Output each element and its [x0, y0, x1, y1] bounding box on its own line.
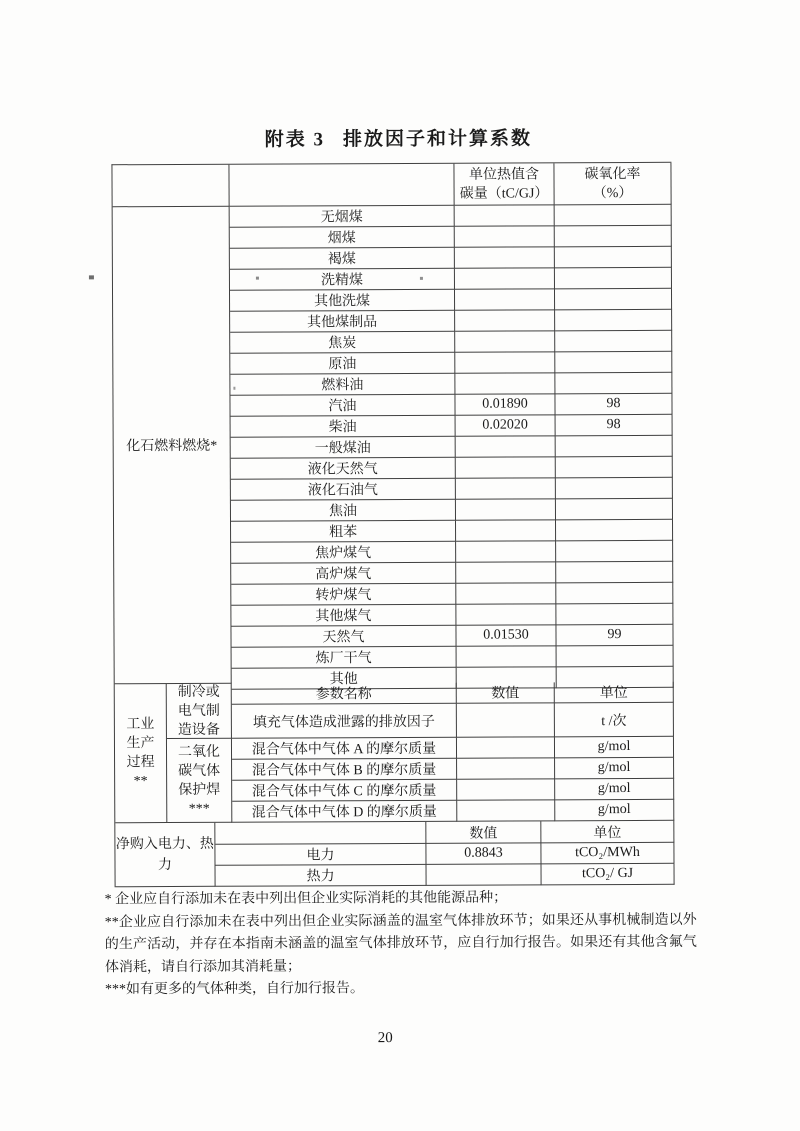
heat-content-value	[456, 583, 556, 604]
industrial-rows	[232, 682, 675, 823]
fuel-name: 焦炉煤气	[231, 542, 456, 564]
gas-molar-mass-row	[232, 737, 674, 760]
fuel-name: 汽油	[230, 395, 455, 417]
table-header-row	[112, 163, 671, 207]
fuel-name: 其他煤气	[231, 605, 456, 627]
fuel-row	[230, 352, 672, 375]
oxidation-rate-value	[556, 478, 673, 500]
heat-content-value	[456, 541, 556, 562]
refrigeration-equipment-label	[167, 684, 232, 739]
heat-content-value	[456, 604, 556, 625]
net-purchase-label-text: 净购入电力、热力	[115, 836, 214, 873]
gas-molar-mass-row	[232, 758, 674, 781]
fuel-row	[232, 646, 674, 669]
net-purchase-header-row	[215, 821, 674, 845]
fuel-name: 焦油	[231, 500, 456, 522]
scan-speck	[420, 277, 423, 280]
fuel-row	[230, 247, 672, 270]
footnote-gas-types: ***如有更多的气体种类，自行加行报告。	[105, 981, 365, 998]
industrial-process-label-text: 工业生产过程**	[126, 717, 155, 790]
oxidation-rate-value	[556, 457, 673, 479]
footnote-energy-types: * 企业应自行添加未在表中列出但企业实际消耗的其他能源品种；	[104, 890, 508, 908]
fuel-name: 炼厂干气	[232, 647, 457, 669]
oxidation-rate-value	[556, 604, 673, 626]
oxidation-rate-value	[556, 436, 673, 458]
oxidation-rate-value: 98	[555, 394, 672, 416]
industrial-sub-labels	[167, 684, 233, 823]
fossil-fuel-combustion-label: 化石燃料燃烧*	[113, 207, 232, 685]
heat-content-value	[456, 436, 556, 457]
parameter-unit: g/mol	[555, 800, 674, 822]
fuel-row	[231, 520, 673, 543]
page-number: 20	[377, 1030, 393, 1047]
heat-header-line2: 碳量（tC/GJ）	[459, 185, 549, 202]
value-header: 数值	[457, 682, 555, 703]
parameter-value	[457, 779, 555, 800]
fuel-name: 柴油	[231, 416, 456, 438]
emission-factors-table	[111, 162, 674, 887]
heat-content-value	[455, 226, 555, 247]
parameter-value	[457, 737, 555, 758]
fuel-row	[231, 583, 673, 606]
industrial-process-section	[115, 682, 675, 823]
parameter-unit: g/mol	[555, 737, 674, 759]
fuel-name: 其他煤制品	[230, 311, 455, 333]
heat-content-value	[455, 310, 555, 331]
parameter-name: 混合气体中气体 A 的摩尔质量	[232, 738, 457, 760]
empty-name-cell	[215, 822, 426, 845]
fuel-row	[230, 226, 672, 249]
leak-emission-factor-row	[232, 703, 674, 739]
oxidation-rate-value	[555, 226, 672, 248]
fuel-name: 粗苯	[231, 521, 456, 543]
title-prefix: 附表 3	[264, 129, 326, 151]
footnotes	[105, 887, 697, 1002]
parameter-name: 混合气体中气体 B 的摩尔质量	[232, 759, 457, 781]
parameter-unit: g/mol	[555, 758, 674, 780]
oxidation-rate-value	[557, 646, 674, 668]
fuel-row	[231, 562, 673, 585]
parameter-value	[457, 800, 555, 821]
oxidation-header-line1: 碳氧化率	[584, 166, 641, 182]
unit-header: 单位	[555, 682, 674, 704]
oxidation-rate-value	[556, 520, 673, 542]
heat-content-value	[456, 457, 556, 478]
fuel-name: 焦炭	[230, 332, 455, 354]
heat-content-value	[455, 373, 555, 394]
gas-molar-mass-rows	[232, 737, 674, 823]
heat-content-value: 0.01890	[455, 394, 555, 415]
footnote-emission-links: **企业应自行添加未在表中列出但企业实际涵盖的温室气体排放环节；如果还从事机械制造以外的生产活动，并存在本指南未涵盖的温室气体排放环节，应自行加行报告。如果还有其他含氟气体消耗，请自行添加其消耗量；	[104, 912, 697, 975]
oxidation-rate-value	[556, 583, 673, 605]
parameter-name-header: 参数名称	[232, 683, 457, 705]
fuel-row	[230, 289, 672, 312]
oxidation-rate-value: 98	[556, 415, 673, 437]
heat-content-value	[455, 331, 555, 352]
energy-name: 热力	[216, 865, 427, 887]
energy-unit: tCO₂/ GJ	[542, 864, 675, 886]
heat-content-value	[455, 205, 555, 226]
fuel-name: 燃料油	[230, 374, 455, 396]
heat-content-value: 0.02020	[456, 415, 556, 436]
energy-row	[215, 843, 674, 866]
fuel-row	[230, 310, 672, 333]
oxidation-rate-value	[556, 562, 673, 584]
heat-content-value	[456, 562, 556, 583]
fuel-row	[231, 541, 673, 564]
net-purchase-rows	[215, 821, 674, 887]
energy-rows	[215, 843, 674, 887]
heat-content-value	[455, 289, 555, 310]
gas-molar-mass-row	[232, 800, 674, 823]
heat-content-value	[455, 352, 555, 373]
oxidation-rate-value	[555, 268, 672, 290]
refrigeration-equipment-label-text: 制冷或电气制造设备	[177, 684, 220, 738]
fuel-row	[231, 415, 673, 438]
page-title	[0, 122, 798, 152]
fuel-name: 其他洗煤	[230, 290, 455, 312]
header-empty-name-cell	[229, 164, 454, 207]
parameter-unit: g/mol	[555, 779, 674, 801]
parameter-header-row	[232, 682, 674, 705]
fuel-rows	[230, 205, 674, 688]
oxidation-rate-value	[555, 289, 672, 311]
oxidation-rate-column-header	[554, 163, 671, 206]
fuel-row	[231, 604, 673, 627]
parameter-value	[457, 703, 555, 737]
fuel-row	[231, 436, 673, 459]
oxidation-rate-value	[555, 373, 672, 395]
value-header: 数值	[426, 821, 541, 844]
energy-value	[427, 864, 542, 886]
fuel-row	[231, 478, 673, 501]
fuel-name: 原油	[230, 353, 455, 375]
parameter-value	[457, 758, 555, 779]
scan-speck	[233, 387, 235, 390]
scan-speck	[256, 277, 259, 280]
gas-molar-mass-row	[232, 779, 674, 802]
oxidation-rate-value: 99	[556, 625, 673, 647]
fuel-name: 褐煤	[230, 248, 455, 270]
heat-content-value: 0.01530	[456, 625, 556, 646]
parameter-name: 混合气体中气体 D 的摩尔质量	[232, 801, 457, 823]
energy-name: 电力	[215, 844, 426, 866]
fuel-name: 天然气	[231, 626, 456, 648]
fuel-name: 液化天然气	[231, 458, 456, 480]
fuel-row	[231, 457, 673, 480]
co2-shielded-welding-label	[167, 739, 232, 823]
fuel-row	[230, 373, 672, 396]
unit-header: 单位	[541, 821, 674, 844]
parameter-name: 混合气体中气体 C 的摩尔质量	[232, 780, 457, 802]
fuel-row	[231, 499, 673, 522]
heat-content-value	[455, 247, 555, 268]
title-main: 排放因子和计算系数	[342, 128, 533, 151]
heat-content-value	[457, 646, 557, 667]
oxidation-header-line2: （%）	[592, 185, 633, 201]
heat-header-line1: 单位热值含	[468, 166, 540, 183]
fuel-row	[230, 205, 672, 228]
oxidation-rate-value	[555, 205, 672, 227]
heat-content-value	[455, 268, 555, 289]
fuel-name: 烟煤	[230, 227, 455, 249]
oxidation-rate-value	[555, 310, 672, 332]
oxidation-rate-value	[555, 247, 672, 269]
fuel-row	[230, 394, 672, 417]
scan-speck	[89, 275, 94, 279]
fuel-name: 液化石油气	[231, 479, 456, 501]
oxidation-rate-value	[555, 331, 672, 353]
fossil-fuel-section	[113, 205, 674, 688]
co2-shielded-welding-label-text: 二氧化碳气体保护焊***	[177, 744, 221, 817]
oxidation-rate-value	[556, 541, 673, 563]
energy-row	[216, 864, 675, 887]
industrial-process-label	[115, 684, 168, 823]
parameter-unit: t /次	[555, 703, 674, 738]
oxidation-rate-value	[556, 499, 673, 521]
oxidation-rate-value	[555, 352, 672, 374]
fuel-row	[230, 331, 672, 354]
heat-content-value	[456, 520, 556, 541]
heat-content-value	[456, 478, 556, 499]
fuel-name: 无烟煤	[230, 206, 455, 228]
header-empty-label-cell	[112, 165, 229, 208]
fuel-name: 一般煤油	[231, 437, 456, 459]
energy-unit: tCO₂/MWh	[541, 843, 674, 865]
energy-value: 0.8843	[426, 843, 541, 865]
fuel-name: 高炉煤气	[231, 563, 456, 585]
net-purchase-label	[115, 823, 215, 887]
heat-content-column-header	[454, 163, 554, 205]
parameter-name: 填充气体造成泄露的排放因子	[232, 704, 457, 739]
fuel-row	[231, 625, 673, 648]
net-purchase-section	[115, 821, 674, 887]
fuel-name: 洗精煤	[230, 269, 455, 291]
heat-content-value	[456, 499, 556, 520]
fuel-name: 转炉煤气	[231, 584, 456, 606]
fuel-name: 其他	[232, 668, 457, 690]
fuel-row	[230, 268, 672, 291]
